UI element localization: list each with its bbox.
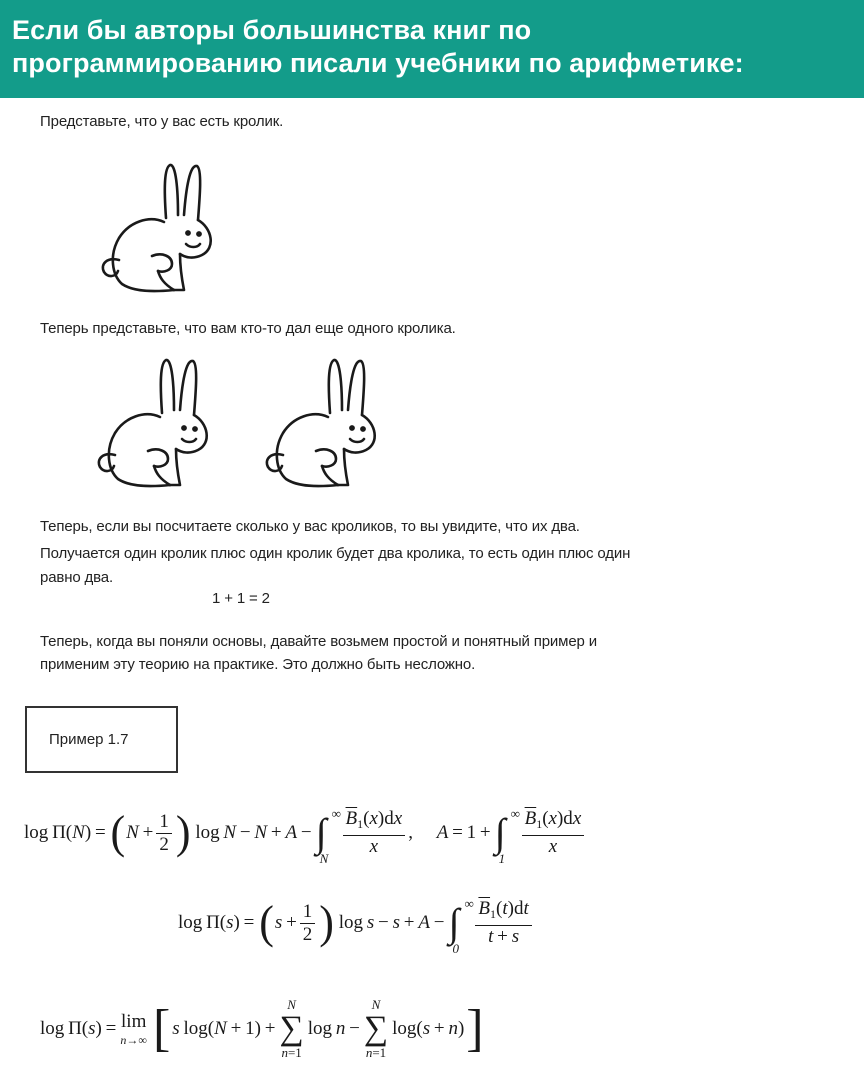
banner-title-line-2: программированию писали учебники по арифметике: (12, 48, 744, 78)
simple-equation: 1 + 1 = 2 (212, 590, 270, 607)
paragraph-three-line-1: Теперь, если вы посчитаете сколько у вас кроликов, то вы увидите, что их два. (40, 518, 580, 535)
banner-title-line-1: Если бы авторы большинства книг по (12, 15, 532, 45)
rabbit-icon (90, 355, 220, 495)
paragraph-four-line-1: Теперь, когда вы поняли основы, давайте возьмем простой и понятный пример и (40, 633, 597, 650)
example-box (25, 706, 178, 773)
paragraph-three-line-2: Получается один кролик плюс один кролик будет два кролика, то есть один плюс один (40, 545, 631, 562)
paragraph-four-line-2: применим эту теорию на практике. Это должно быть несложно. (40, 656, 476, 673)
rabbit-icon (258, 355, 388, 495)
rabbit-icon (94, 160, 224, 300)
formula-log-pi-limit: log Π(s) = lim n→∞ [ s log(N + 1) + N ∑ n=1 log n − N ∑ n=1 log(s + n) ] (40, 997, 484, 1060)
example-label: Пример 1.7 (49, 731, 129, 748)
paragraph-one-rabbit: Представьте, что у вас есть кролик. (40, 113, 284, 130)
header-banner (0, 0, 864, 98)
paragraph-two-another-rabbit: Теперь представьте, что вам кто-то дал еще одного кролика. (40, 320, 456, 337)
formula-log-pi-s: log Π(s) = ( s + $\frac{1}{2}$ ) log s − s + A − ∫ ∞ 0 $\frac{\overline{B}_1(t)dt}{t + s}$ (178, 898, 535, 948)
formula-log-pi-n: log Π(N) = ( N + $\frac{1}{2}$ ) log N − N + A − ∫ ∞ N $\frac{\overline{B}_1(x)dx}{x}$ , A = 1 + ∫ ∞ 1 $\frac{\overline{B}_1(x)dx}{x}$ (24, 808, 587, 858)
paragraph-three-line-3: равно два. (40, 569, 114, 586)
